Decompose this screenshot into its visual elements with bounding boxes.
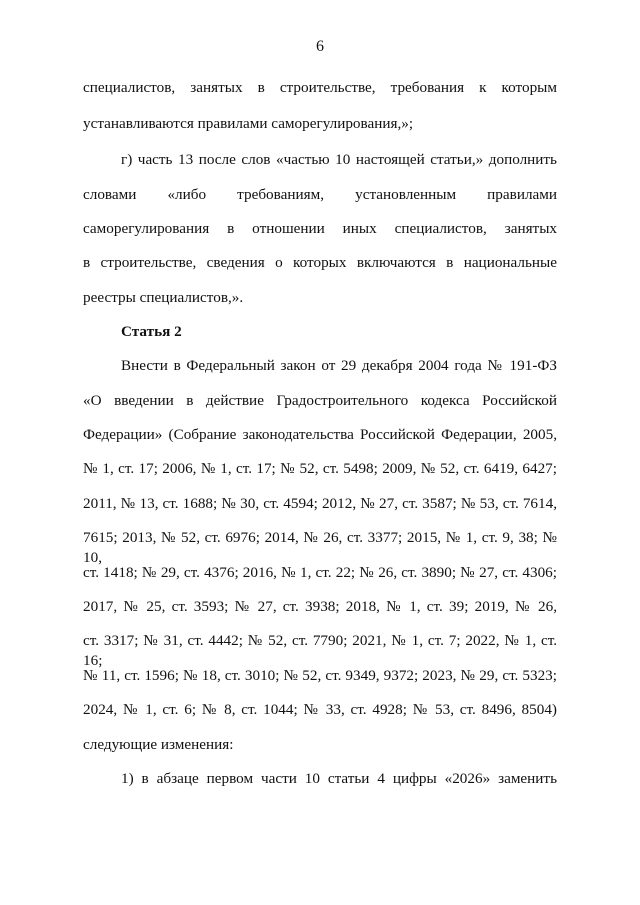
text-line: саморегулирования в отношении иных специалистов, занятых — [83, 220, 557, 237]
text-line: реестры специалистов,». — [83, 289, 244, 306]
text-line: устанавливаются правилами саморегулирования,»; — [83, 115, 414, 132]
text-line: 1) в абзаце первом части 10 статьи 4 цифры «2026» заменить — [121, 770, 557, 787]
text-line: следующие изменения: — [83, 736, 234, 753]
text-line: 7615; 2013, № 52, ст. 6976; 2014, № 26, ст. 3377; 2015, № 1, ст. 9, 38; № 10, — [83, 529, 557, 566]
text-line: Федерации» (Собрание законодательства Российской Федерации, 2005, — [83, 426, 557, 443]
text-line: специалистов, занятых в строительстве, требования к которым — [83, 79, 557, 96]
text-line: 2011, № 13, ст. 1688; № 30, ст. 4594; 2012, № 27, ст. 3587; № 53, ст. 7614, — [83, 495, 557, 512]
text-line: в строительстве, сведения о которых включаются в национальные — [83, 254, 557, 271]
text-line: ст. 1418; № 29, ст. 4376; 2016, № 1, ст. 22; № 26, ст. 3890; № 27, ст. 4306; — [83, 564, 557, 581]
page-number: 6 — [316, 38, 324, 55]
article-heading: Статья 2 — [121, 323, 182, 340]
text-line: г) часть 13 после слов «частью 10 настоящей статьи,» дополнить — [121, 151, 557, 168]
text-line: № 1, ст. 17; 2006, № 1, ст. 17; № 52, ст. 5498; 2009, № 52, ст. 6419, 6427; — [83, 460, 557, 477]
text-line: ст. 3317; № 31, ст. 4442; № 52, ст. 7790; 2021, № 1, ст. 7; 2022, № 1, ст. 16; — [83, 632, 557, 669]
text-line: 2024, № 1, ст. 6; № 8, ст. 1044; № 33, ст. 4928; № 53, ст. 8496, 8504) — [83, 701, 557, 718]
text-line: словами «либо требованиям, установленным правилами — [83, 186, 557, 203]
text-line: «О введении в действие Градостроительного кодекса Российской — [83, 392, 557, 409]
text-line: № 11, ст. 1596; № 18, ст. 3010; № 52, ст. 9349, 9372; 2023, № 29, ст. 5323; — [83, 667, 557, 684]
text-line: 2017, № 25, ст. 3593; № 27, ст. 3938; 2018, № 1, ст. 39; 2019, № 26, — [83, 598, 557, 615]
text-line: Внести в Федеральный закон от 29 декабря 2004 года № 191-ФЗ — [121, 357, 557, 374]
